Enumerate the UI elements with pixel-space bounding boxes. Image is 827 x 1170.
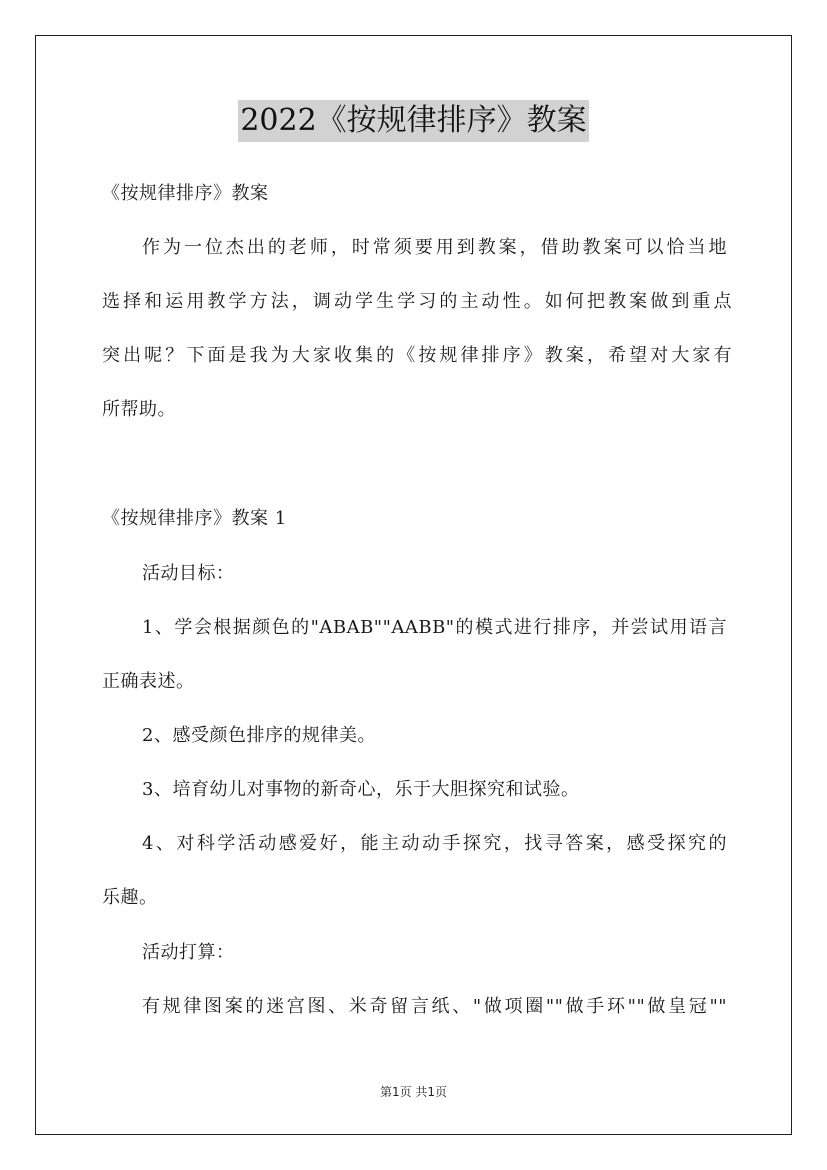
list-item-continuation: 乐趣。 <box>102 887 158 908</box>
section-heading: 《按规律排序》教案 1 <box>102 508 287 529</box>
paragraph-line: 选择和运用教学方法，调动学生学习的主动性。如何把教案做到重点 <box>102 291 732 312</box>
list-item: 1、学会根据颜色的"ABAB""AABB"的模式进行排序，并尝试用语言 <box>142 617 727 638</box>
section-heading: 《按规律排序》教案 <box>102 183 269 204</box>
title-container <box>0 100 827 142</box>
list-item: 4、对科学活动感爱好，能主动动手探究，找寻答案，感受探究的 <box>142 833 727 854</box>
subheading-objectives: 活动目标： <box>142 563 235 584</box>
paragraph-line: 作为一位杰出的老师，时常须要用到教案，借助教案可以恰当地 <box>142 237 727 258</box>
paragraph-line: 突出呢？下面是我为大家收集的《按规律排序》教案，希望对大家有 <box>102 345 732 366</box>
list-item: 3、培育幼儿对事物的新奇心，乐于大胆探究和试验。 <box>142 779 580 800</box>
paragraph-line: 有规律图案的迷宫图、米奇留言纸、"做项圈""做手环""做皇冠"" <box>142 996 727 1017</box>
paragraph-line: 所帮助。 <box>102 399 176 420</box>
list-item: 2、感受颜色排序的规律美。 <box>142 725 376 746</box>
subheading-preparation: 活动打算： <box>142 942 235 963</box>
list-item-continuation: 正确表述。 <box>102 671 195 692</box>
page-title: 2022《按规律排序》教案 <box>238 100 588 142</box>
page-footer: 第1页 共1页 <box>379 1085 448 1099</box>
